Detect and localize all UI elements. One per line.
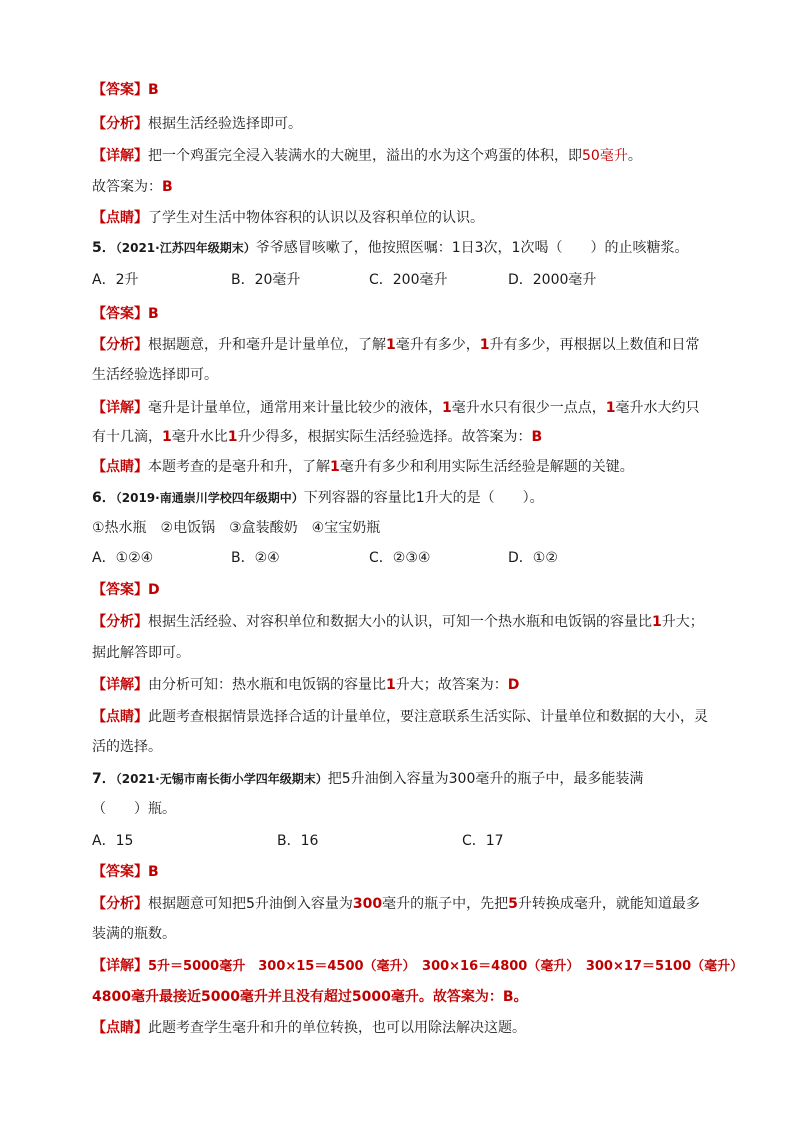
q5-detail-num: 1 xyxy=(442,400,452,416)
q7-analysis-num: 5 xyxy=(508,896,518,912)
q5-option-c: C．200毫升 xyxy=(369,272,448,288)
q4-analysis: 根据生活经验选择即可。 xyxy=(148,116,302,132)
q5-detail-text: 升少得多，根据实际生活经验选择。故答案为： xyxy=(237,429,532,445)
q7-analysis-text: 升转换成毫升，就能知道最多 xyxy=(517,896,700,912)
q5-stem: 爷爷感冒咳嗽了，他按照医嘱：1日3次，1次喝（ ）的止咳糖浆。 xyxy=(255,240,689,256)
q7-analysis-line-2 xyxy=(92,924,176,944)
q6-detail-num: 1 xyxy=(386,677,396,693)
q7-analysis-text: 毫升的瓶子中，先把 xyxy=(382,896,509,912)
q6-option-b: B．②④ xyxy=(231,550,280,566)
q5-option-a: A．2升 xyxy=(92,272,139,288)
q5-detail-line-2 xyxy=(92,427,542,447)
q6-detail-text: 由分析可知：热水瓶和电饭锅的容量比 xyxy=(148,677,386,693)
q6-stem: 下列容器的容量比1升大的是（ ）。 xyxy=(303,490,544,506)
q5-analysis-text: 根据题意，升和毫升是计量单位，了解 xyxy=(148,337,386,353)
q6-analysis-text: 根据生活经验、对容积单位和数据大小的认识，可知一个热水瓶和电饭锅的容量比 xyxy=(148,614,652,630)
q5-analysis-line-2 xyxy=(92,365,218,385)
q6-option-a: A．①②④ xyxy=(92,550,154,566)
q7-number: 7． xyxy=(92,771,116,787)
q5-comment-num: 1 xyxy=(330,459,340,475)
q5-comment-line xyxy=(92,457,634,477)
q5-comment-text: 毫升有多少和利用实际生活经验是解题的关键。 xyxy=(339,459,634,475)
q7-detail-calc: 5升＝5000毫升 300×15＝4500（毫升） 300×16＝4800（毫升） 300×17＝5100（毫升） xyxy=(148,959,744,974)
q4-detail-end: 。 xyxy=(627,148,642,164)
q6-detail-answer: D xyxy=(507,677,520,693)
q4-detail-line xyxy=(92,146,642,166)
q5-option-b: B．20毫升 xyxy=(231,272,301,288)
q5-analysis-text: 生活经验选择即可。 xyxy=(92,367,218,383)
q5-detail-text: 毫升水大约只 xyxy=(615,400,700,416)
q7-stem-line-1 xyxy=(92,769,643,789)
q6-analysis-text: 据此解答即可。 xyxy=(92,645,190,661)
q7-comment: 此题考查学生毫升和升的单位转换，也可以用除法解决这题。 xyxy=(148,1020,526,1036)
q5-analysis-text: 毫升有多少， xyxy=(395,337,480,353)
q7-detail-line-1 xyxy=(92,956,743,977)
q6-detail-line xyxy=(92,675,519,695)
q5-analysis-num: 1 xyxy=(479,337,490,353)
q6-comment-text: 活的选择。 xyxy=(92,739,162,755)
q7-stem: 把5升油倒入容量为300毫升的瓶子中，最多能装满 xyxy=(327,771,644,787)
q5-detail-num: 1 xyxy=(162,429,172,445)
q5-analysis-text: 升有多少，再根据以上数值和日常 xyxy=(489,337,700,353)
q5-option-d: D．2000毫升 xyxy=(508,272,597,288)
q6-option-c: C．②③④ xyxy=(369,550,431,566)
q6-analysis-line-1 xyxy=(92,612,704,632)
answer-tag: 【答案】 xyxy=(92,582,148,598)
q7-stem-line-2 xyxy=(92,799,176,819)
q6-comment-line-1 xyxy=(92,707,708,727)
q5-stem-line xyxy=(92,238,688,258)
q6-comment-line-2 xyxy=(92,737,162,757)
comment-tag: 【点睛】 xyxy=(92,709,148,725)
answer-tag: 【答案】 xyxy=(92,306,148,322)
q4-analysis-line xyxy=(92,114,302,134)
q7-analysis-text: 装满的瓶数。 xyxy=(92,926,176,942)
q5-analysis-num: 1 xyxy=(386,337,396,353)
detail-tag: 【详解】 xyxy=(92,148,148,164)
q6-analysis-line-2 xyxy=(92,643,190,663)
q6-answer-line xyxy=(92,580,160,600)
q6-answer: D xyxy=(148,582,160,598)
q7-detail-line-2 xyxy=(92,987,528,1007)
q4-final-line xyxy=(92,177,173,197)
q5-detail-text: 有十几滴， xyxy=(92,429,162,445)
q7-answer: B xyxy=(148,864,159,880)
detail-tag: 【详解】 xyxy=(92,677,148,693)
q6-detail-text: 升大；故答案为： xyxy=(395,677,508,693)
q4-comment: 了学生对生活中物体容积的认识以及容积单位的认识。 xyxy=(148,210,484,226)
q7-detail-conclusion: 4800毫升最接近5000毫升并且没有超过5000毫升。故答案为：B。 xyxy=(92,989,528,1005)
comment-tag: 【点睛】 xyxy=(92,1020,148,1036)
comment-tag: 【点睛】 xyxy=(92,459,148,475)
q5-detail-line-1 xyxy=(92,398,700,418)
q5-detail-text: 毫升水比 xyxy=(171,429,228,445)
q5-comment-text: 本题考查的是毫升和升，了解 xyxy=(148,459,330,475)
q6-comment-text: 此题考查根据情景选择合适的计量单位，要注意联系生活实际、计量单位和数据的大小，灵 xyxy=(148,709,708,725)
q6-analysis-text: 升大； xyxy=(661,614,704,630)
analysis-tag: 【分析】 xyxy=(92,116,148,132)
analysis-tag: 【分析】 xyxy=(92,337,148,353)
q4-answer-line xyxy=(92,80,159,100)
q6-analysis-num: 1 xyxy=(652,614,662,630)
q4-final-value: B xyxy=(162,179,173,195)
answer-tag: 【答案】 xyxy=(92,864,148,880)
q7-answer-line xyxy=(92,862,159,882)
q7-source: （2021·无锡市南长街小学四年级期末） xyxy=(115,772,328,786)
q6-stem-line xyxy=(92,488,544,508)
q5-detail-num: 1 xyxy=(605,400,616,416)
q7-analysis-num: 300 xyxy=(352,896,383,912)
q4-detail-value: 50毫升 xyxy=(582,148,628,164)
answer-tag: 【答案】 xyxy=(92,82,148,98)
q6-number: 6． xyxy=(92,490,116,506)
q5-detail-num: 1 xyxy=(227,429,238,445)
q6-items: ①热水瓶 ②电饭锅 ③盒装酸奶 ④宝宝奶瓶 xyxy=(92,520,381,536)
q5-answer-line xyxy=(92,304,159,324)
q6-option-d: D．①② xyxy=(508,550,558,566)
q4-final-label: 故答案为： xyxy=(92,179,162,195)
detail-tag: 【详解】 xyxy=(92,958,148,974)
analysis-tag: 【分析】 xyxy=(92,896,148,912)
q7-stem: （ ）瓶。 xyxy=(92,801,176,817)
q5-answer: B xyxy=(148,306,159,322)
q5-analysis-line-1 xyxy=(92,335,700,355)
q7-option-c: C．17 xyxy=(462,833,504,849)
q7-option-a: A．15 xyxy=(92,833,134,849)
q7-option-b: B．16 xyxy=(277,833,319,849)
analysis-tag: 【分析】 xyxy=(92,614,148,630)
q4-answer: B xyxy=(148,82,159,98)
q4-comment-line xyxy=(92,208,484,228)
q7-analysis-line-1 xyxy=(92,894,700,914)
q7-comment-line xyxy=(92,1018,526,1038)
q4-detail-text: 把一个鸡蛋完全浸入装满水的大碗里，溢出的水为这个鸡蛋的体积，即 xyxy=(148,148,582,164)
q6-items-line xyxy=(92,518,380,538)
detail-tag: 【详解】 xyxy=(92,400,148,416)
q5-detail-answer: B xyxy=(531,429,543,445)
q5-source: （2021·江苏四年级期末） xyxy=(115,241,256,255)
comment-tag: 【点睛】 xyxy=(92,210,148,226)
q5-number: 5． xyxy=(92,240,116,256)
q7-analysis-text: 根据题意可知把5升油倒入容量为 xyxy=(148,896,353,912)
q5-detail-text: 毫升是计量单位，通常用来计量比较少的液体， xyxy=(148,400,442,416)
q5-detail-text: 毫升水只有很少一点点， xyxy=(451,400,606,416)
q6-source: （2019·南通崇川学校四年级期中） xyxy=(115,491,304,505)
